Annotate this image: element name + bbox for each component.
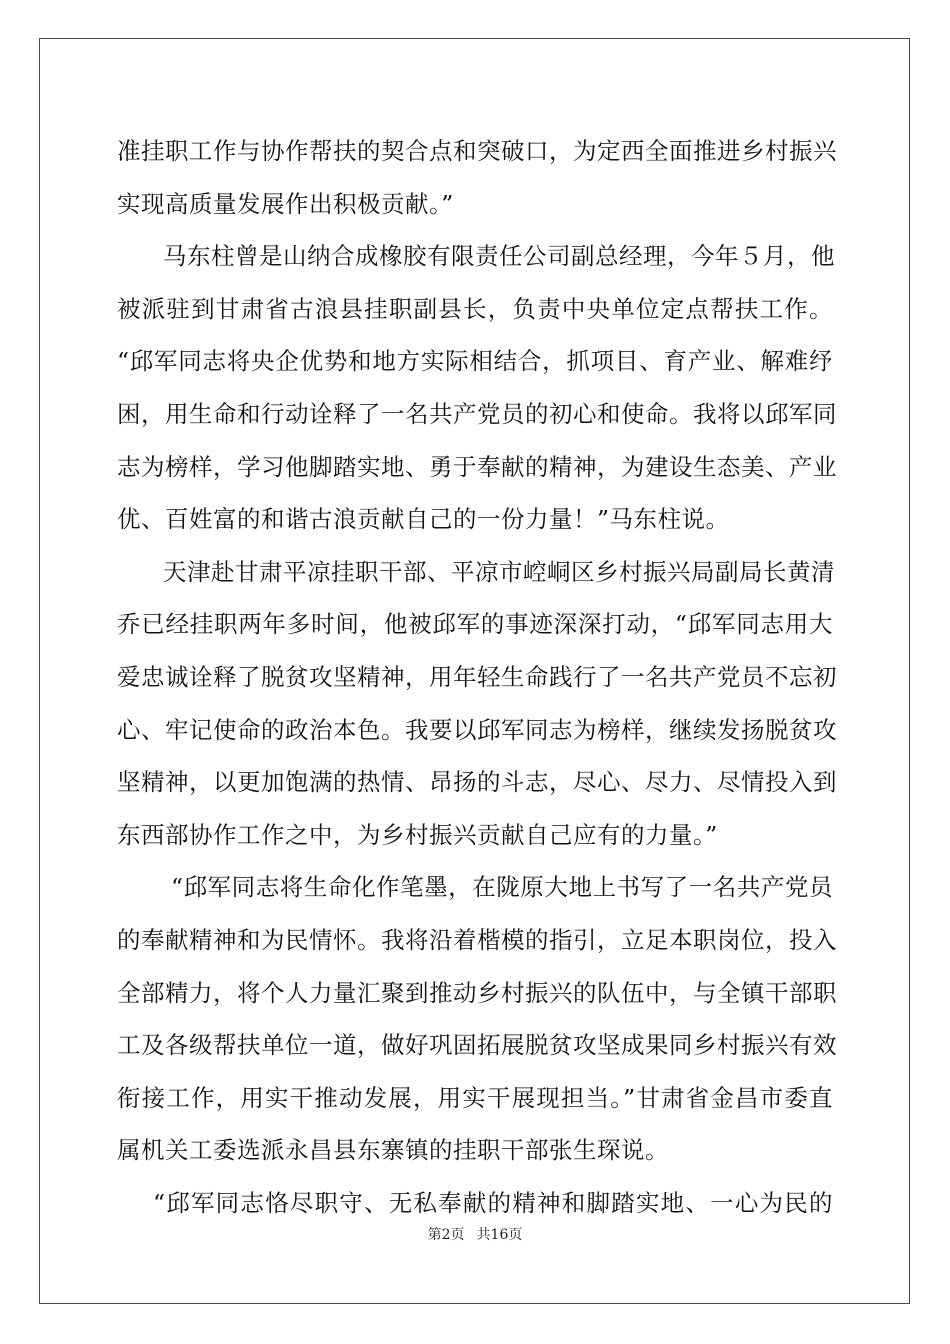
text-line: 衔接工作，用实干推动发展，用实干展现担当。”甘肃省金昌市委直 [117,1083,833,1112]
text-line: 全部精力，将个人力量汇聚到推动乡村振兴的队伍中，与全镇干部职 [117,978,837,1007]
text-line: 心、牢记使命的政治本色。我要以邱军同志为榜样，继续发扬脱贫攻 [117,715,837,744]
text-line: “邱军同志将生命化作笔墨，在陇原大地上书写了一名共产党员 [171,873,833,902]
text-line: “邱军同志将央企优势和地方实际相结合，抓项目、育产业、解难纾 [117,347,833,376]
text-line: 东西部协作工作之中，为乡村振兴贡献自己应有的力量。” [117,820,718,849]
text-line: 准挂职工作与协作帮扶的契合点和突破口，为定西全面推进乡村振兴 [117,137,837,165]
text-line: 属机关工委选派永昌县东寨镇的挂职干部张生琛说。 [117,1136,669,1165]
text-line: 马东柱曾是山纳合成橡胶有限责任公司副总经理，今年５月，他 [163,242,835,271]
text-line: 被派驻到甘肃省古浪县挂职副县长，负责中央单位定点帮扶工作。 [117,294,833,323]
text-line: 坚精神，以更加饱满的热情、昂扬的斗志，尽心、尽力、尽情投入到 [117,768,837,797]
text-line: 乔已经挂职两年多时间，他被邱军的事迹深深打动，“邱军同志用大 [117,610,833,639]
text-line: 的奉献精神和为民情怀。我将沿着楷模的指引，立足本职岗位，投入 [117,925,837,954]
text-line: 困，用生命和行动诠释了一名共产党员的初心和使命。我将以邱军同 [117,399,837,428]
text-line: “邱军同志恪尽职守、无私奉献的精神和脚踏实地、一心为民的 [153,1188,833,1217]
page-total: 共16页 [476,1227,523,1243]
text-line: 志为榜样，学习他脚踏实地、勇于奉献的精神，为建设生态美、产业 [117,452,837,481]
page-footer [0,1224,950,1244]
text-line: 工及各级帮扶单位一道，做好巩固拓展脱贫攻坚成果同乡村振兴有效 [117,1031,837,1060]
text-line: 优、百姓富的和谐古浪贡献自己的一份力量！”马东柱说。 [117,505,730,534]
document-body [117,125,837,1229]
text-line: 实现高质量发展作出积极贡献。” [117,189,454,218]
text-line: 天津赴甘肃平凉挂职干部、平凉市崆峒区乡村振兴局副局长黄清 [163,557,835,586]
text-line: 爱忠诚诠释了脱贫攻坚精神，用年轻生命践行了一名共产党员不忘初 [117,662,837,691]
page-number: 第2页 [427,1227,465,1243]
